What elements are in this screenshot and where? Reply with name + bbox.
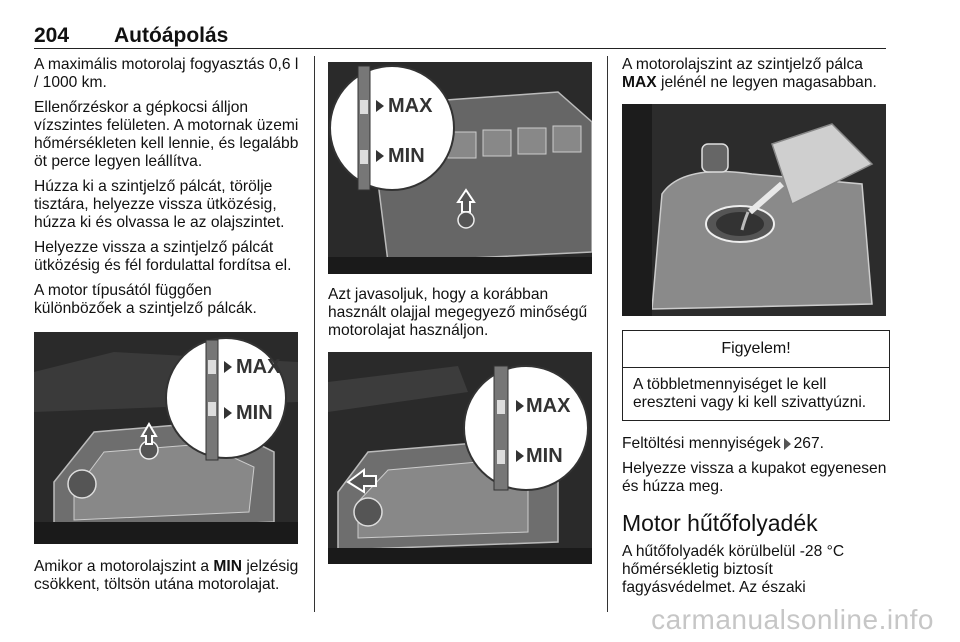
page-reference-icon bbox=[784, 438, 791, 450]
paragraph-capacities bbox=[622, 435, 890, 453]
engine-dipstick-figure-2 bbox=[328, 62, 592, 274]
text-segment: jelzésig csökkent, töltsön utána motorolajat. bbox=[34, 558, 299, 593]
max-bold: MAX bbox=[622, 74, 657, 91]
paragraph-max-level bbox=[622, 56, 890, 92]
paragraph-consumption: A maximális motorolaj fogyasztás 0,6 l / 1000 km. bbox=[34, 56, 299, 91]
chapter-title: Autóápolás bbox=[114, 24, 229, 47]
header-rule bbox=[34, 48, 886, 49]
engine-dipstick-figure-3 bbox=[328, 352, 592, 564]
max-label: MAX bbox=[526, 395, 571, 417]
max-label: MAX bbox=[236, 356, 281, 378]
paragraph-reinsert-dipstick: Helyezze vissza a szintjelző pálcát ütközésig és fél fordulattal fordítsa el. bbox=[34, 239, 292, 274]
text-segment: Feltöltési mennyiségek bbox=[622, 435, 781, 452]
oil-filling-figure bbox=[622, 104, 886, 316]
page-reference-link[interactable]: 267. bbox=[793, 435, 824, 452]
column-1 bbox=[34, 56, 302, 601]
notice-title: Figyelem! bbox=[623, 331, 889, 368]
paragraph-replace-cap: Helyezze vissza a kupakot egyenesen és húzza meg. bbox=[622, 460, 887, 495]
paragraph-check-conditions: Ellenőrzéskor a gépkocsi álljon vízszintes felületen. A motornak üzemi hőmérsékleten kell lennie, és legalább öt perce legyen leállítva. bbox=[34, 99, 299, 170]
section-heading-coolant: Motor hűtőfolyadék bbox=[622, 510, 818, 536]
page-header bbox=[34, 20, 886, 50]
paragraph-dipstick-types: A motor típusától függően különbözőek a szintjelző pálcák. bbox=[34, 282, 257, 317]
oil-filling-illustration bbox=[622, 104, 886, 316]
text-segment: Amikor a motorolajszint a bbox=[34, 558, 214, 575]
paragraph-pull-dipstick: Húzza ki a szintjelző pálcát, törölje tisztára, helyezze vissza ütközésig, húzza ki és olvassa le az olajszintet. bbox=[34, 178, 285, 231]
notice-body: A többletmennyiséget le kell ereszteni vagy ki kell szivattyúzni. bbox=[633, 376, 867, 411]
max-label: MAX bbox=[388, 95, 433, 117]
paragraph-oil-recommendation: Azt javasoljuk, hogy a korábban használt olajjal megegyező minőségű motorolajat használjon. bbox=[328, 286, 588, 339]
engine-illustration bbox=[328, 62, 592, 274]
text-segment: A motorolajszint az szintjelző pálca bbox=[622, 56, 863, 73]
min-label: MIN bbox=[236, 402, 273, 424]
engine-dipstick-figure-1 bbox=[34, 332, 298, 544]
column-divider-2 bbox=[607, 56, 608, 612]
min-label: MIN bbox=[526, 445, 563, 467]
column-3 bbox=[622, 56, 890, 604]
text-segment: jelénél ne legyen magasabban. bbox=[656, 74, 877, 91]
paragraph-min-refill bbox=[34, 558, 302, 594]
column-2 bbox=[328, 56, 596, 564]
watermark: carmanualsonline.info bbox=[651, 604, 934, 635]
paragraph-coolant: A hűtőfolyadék körülbelül -28 °C hőmérsékletig biztosít fagyásvédelmet. Az északi bbox=[622, 543, 845, 596]
notice-box bbox=[622, 330, 890, 421]
min-bold: MIN bbox=[213, 558, 242, 575]
page-number: 204 bbox=[34, 24, 70, 47]
column-divider-1 bbox=[314, 56, 315, 612]
min-label: MIN bbox=[388, 145, 425, 167]
